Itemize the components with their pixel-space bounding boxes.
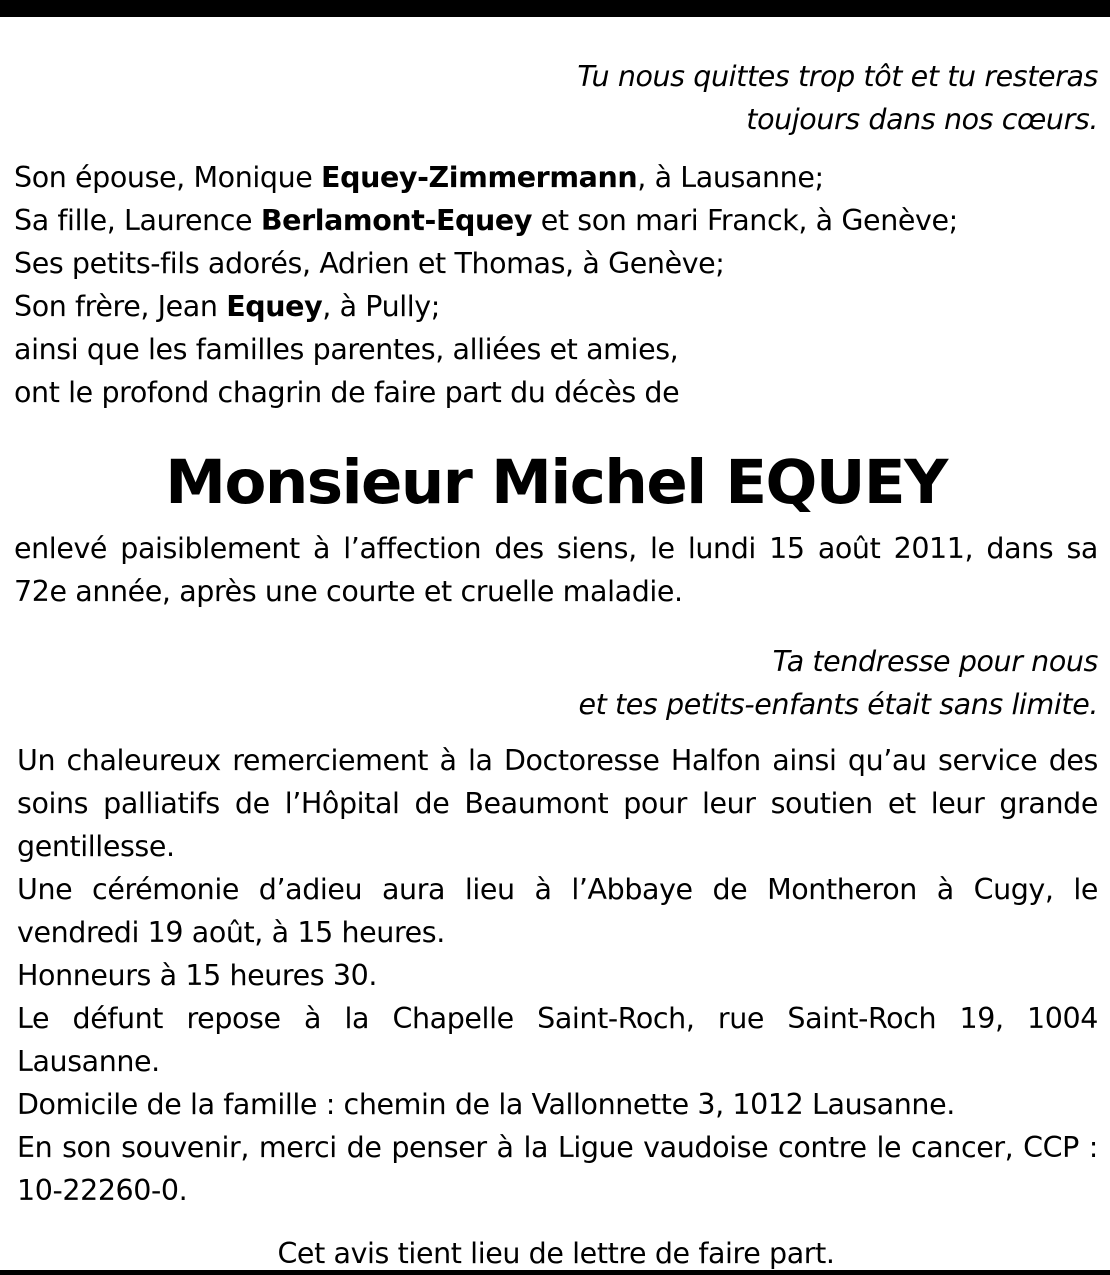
family-line-brother: Son frère, Jean Equey, à Pully; [14,290,440,323]
family-line-relatives: ainsi que les familles parentes, alliées et amies, [14,333,679,366]
surname: Equey [226,290,323,323]
middle-quote [14,640,1098,726]
family-line-grandsons: Ses petits-fils adorés, Adrien et Thomas, à Genève; [14,247,725,280]
opening-quote-line-1: Tu nous quittes trop tôt et tu resteras [577,60,1098,93]
surname: Berlamont-Equey [260,204,533,237]
top-border [0,0,1110,17]
bottom-border [0,1270,1110,1275]
middle-quote-line-2: et tes petits-enfants était sans limite. [578,688,1098,721]
family-list [14,156,1098,414]
honours-paragraph: Honneurs à 15 heures 30. [17,959,377,992]
family-line-spouse: Son épouse, Monique Equey-Zimmermann, à Lausanne; [14,161,824,194]
death-notice-paragraph: enlevé paisiblement à l’affection des siens, le lundi 15 août 2011, dans sa 72e année, après une courte et cruelle maladie. [14,532,1098,608]
donation-paragraph: En son souvenir, merci de penser à la Ligue vaudoise contre le cancer, CCP : 10-22260-0. [17,1131,1098,1207]
thanks-paragraph: Un chaleureux remerciement à la Doctoresse Halfon ainsi qu’au service des soins palliatifs de l’Hôpital de Beaumont pour leur soutien et leur grande gentillesse. [17,744,1098,863]
family-address-paragraph: Domicile de la famille : chemin de la Vallonnette 3, 1012 Lausanne. [17,1088,955,1121]
family-line-announcement: ont le profond chagrin de faire part du décès de [14,376,680,409]
middle-quote-line-1: Ta tendresse pour nous [772,645,1098,678]
deceased-name: Monsieur Michel EQUEY [165,447,947,518]
ceremony-details [14,739,1098,1212]
opening-quote [14,55,1098,141]
closing-line: Cet avis tient lieu de lettre de faire part. [277,1237,835,1270]
family-line-daughter: Sa fille, Laurence Berlamont-Equey et son mari Franck, à Genève; [14,204,958,237]
obituary-notice [14,55,1098,1275]
surname: Equey-Zimmermann [321,161,638,194]
opening-quote-line-2: toujours dans nos cœurs. [746,103,1098,136]
resting-place-paragraph: Le défunt repose à la Chapelle Saint-Roch, rue Saint-Roch 19, 1004 Lausanne. [17,1002,1098,1078]
ceremony-paragraph: Une cérémonie d’adieu aura lieu à l’Abbaye de Montheron à Cugy, le vendredi 19 août, à 15 heures. [17,873,1098,949]
